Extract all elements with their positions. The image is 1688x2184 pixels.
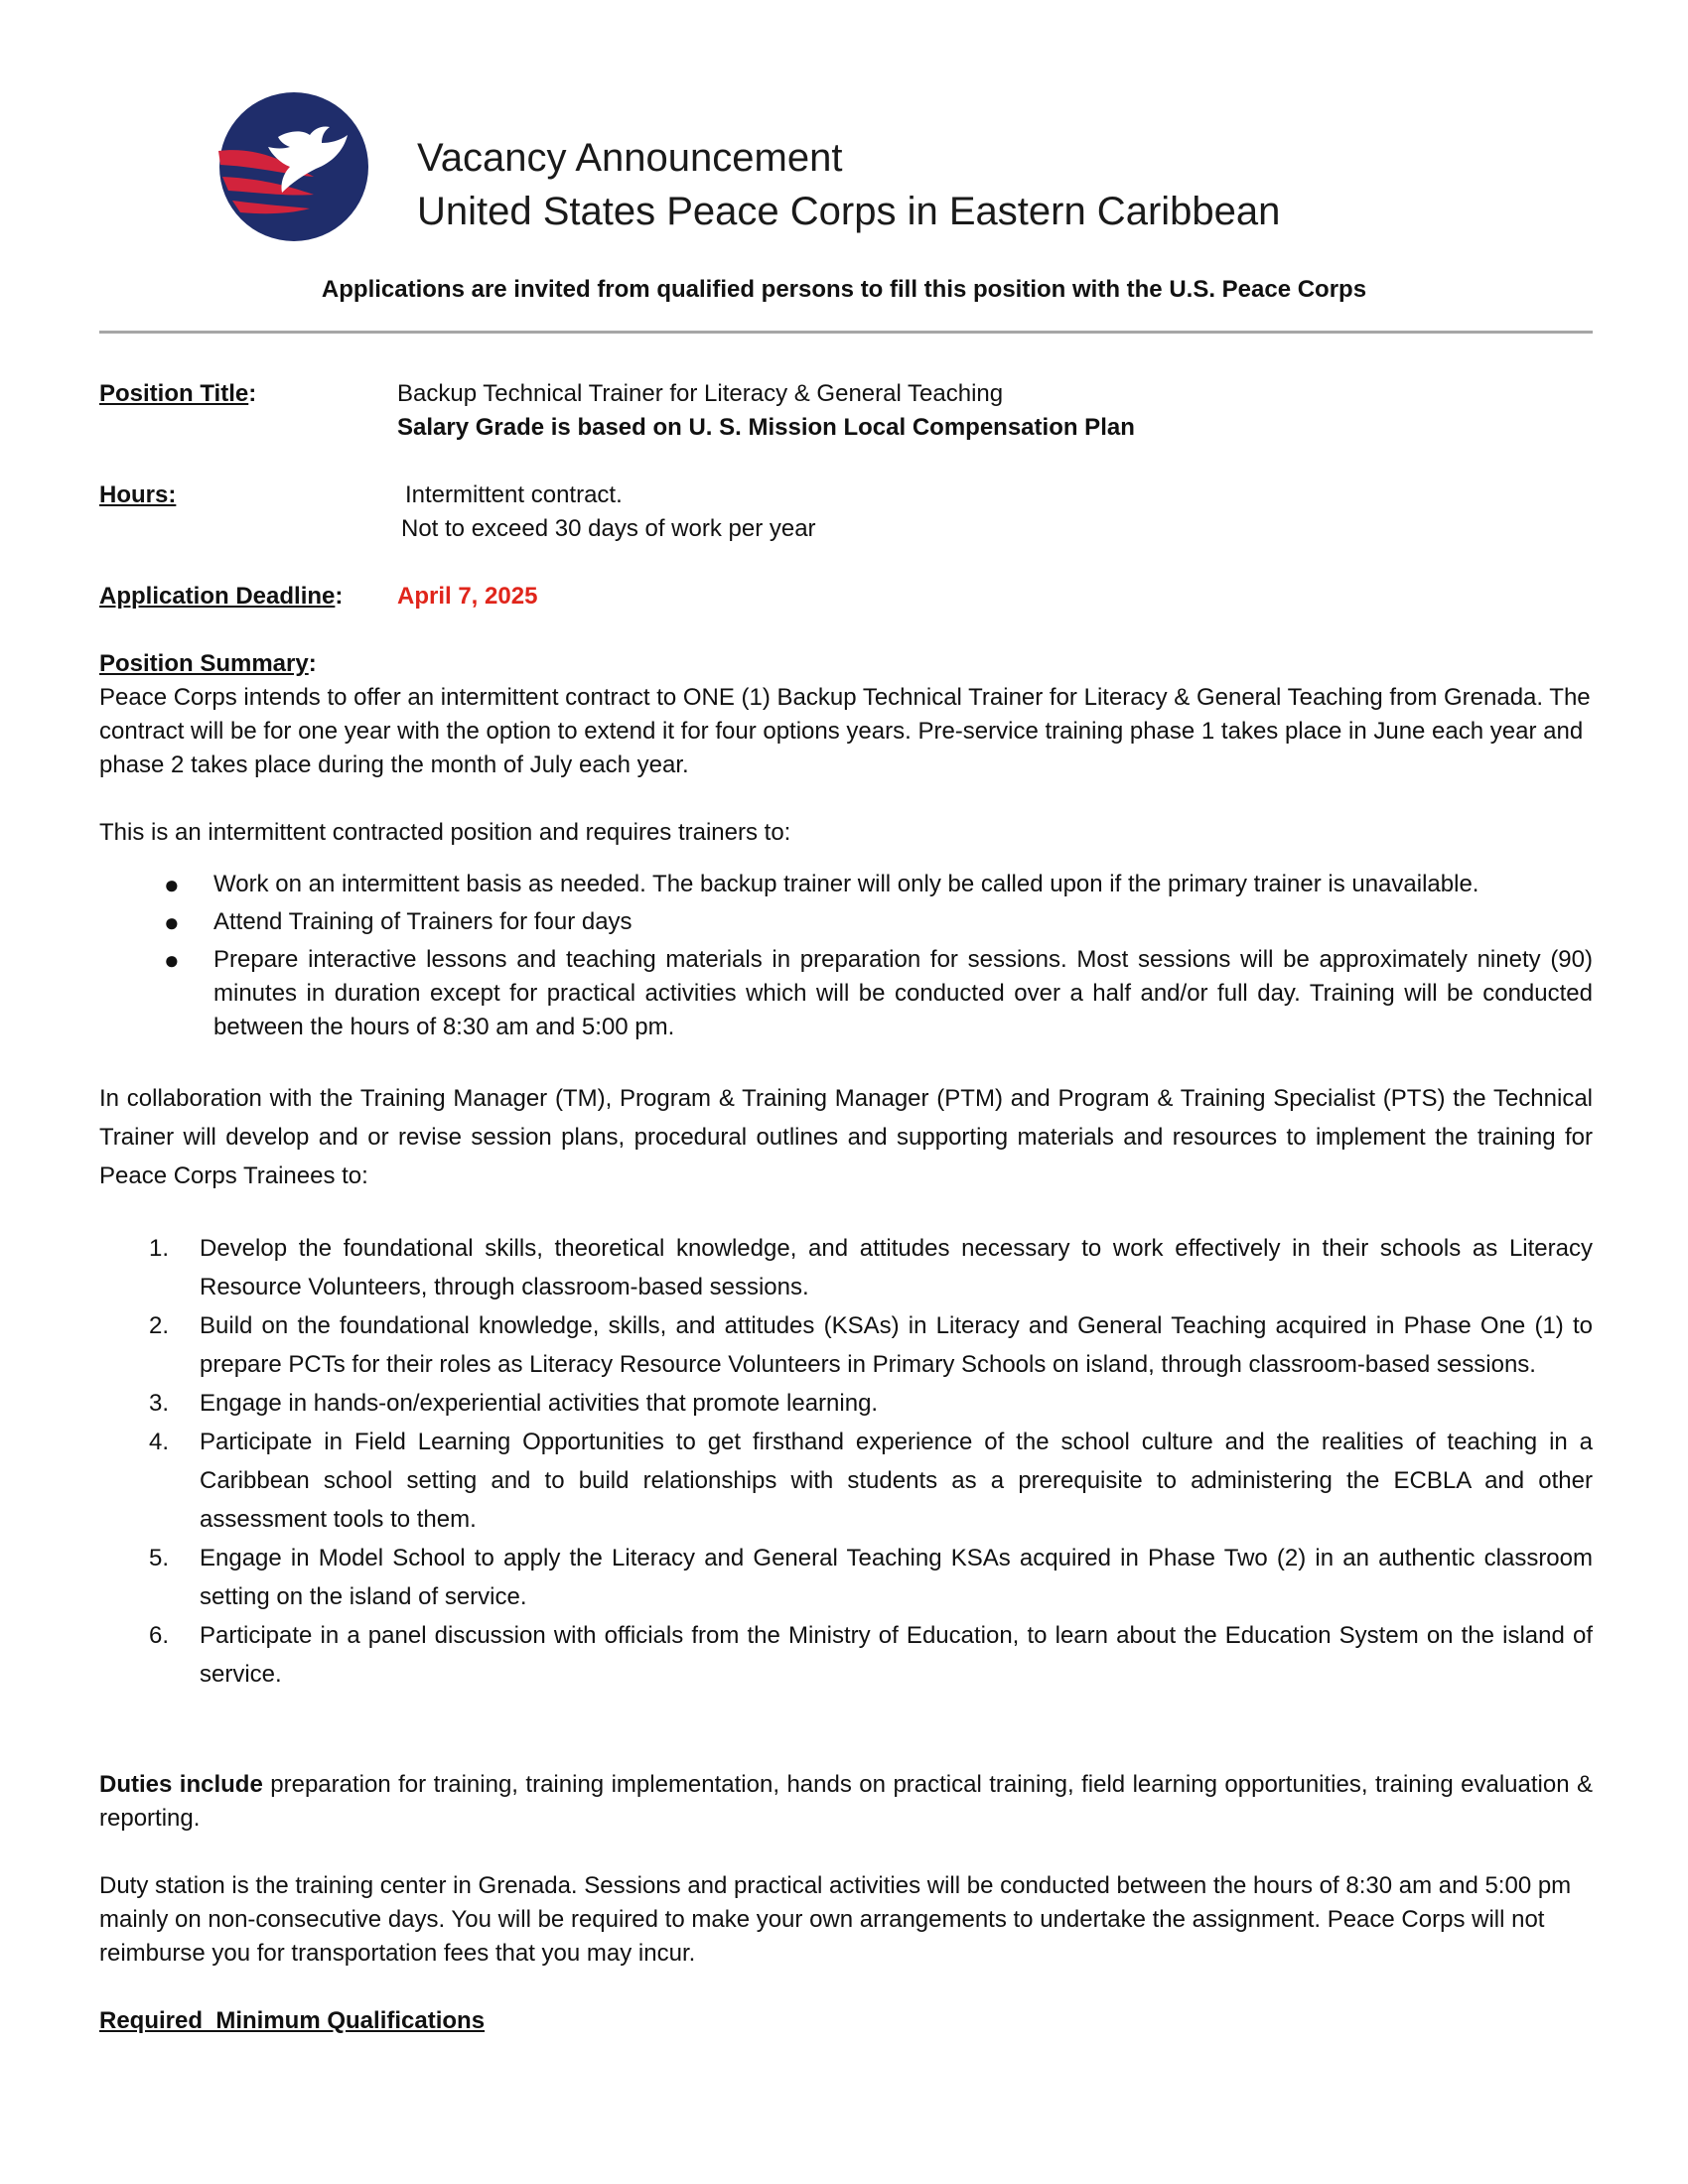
item-number: 5.: [149, 1545, 170, 1571]
item-number: 6.: [149, 1622, 170, 1649]
deadline-label: Application Deadline: [99, 583, 336, 610]
header-titles: [417, 131, 1280, 238]
bullet-icon: ●: [164, 907, 180, 937]
item-number: 2.: [149, 1312, 170, 1339]
invitation-line: Applications are invited from qualified persons to fill this position with the U.S. Peace Corps: [321, 276, 1367, 303]
salary-note: Salary Grade is based on U. S. Mission Local Compensation Plan: [397, 414, 1135, 441]
item-number: 4.: [149, 1429, 170, 1455]
list-item: [99, 1384, 1593, 1423]
duties-paragraph: [99, 1768, 1593, 1836]
item-text: Participate in Field Learning Opportunities to get firsthand experience of the school culture and the realities of teaching in a Caribbean school setting and to build relationships with students as a prerequisite to administering the ECBLA and other assessment tools to them.: [200, 1429, 1593, 1533]
requirements-intro: This is an intermittent contracted position and requires trainers to:: [99, 819, 791, 846]
position-title-label: Position Title: [99, 380, 249, 407]
list-item: [99, 1229, 1593, 1306]
deadline-value: April 7, 2025: [397, 583, 538, 610]
list-item: [99, 1616, 1593, 1694]
summary-heading-row: [99, 647, 317, 681]
hours-line-2: Not to exceed 30 days of work per year: [401, 515, 816, 542]
hours-label: Hours:: [99, 481, 177, 508]
item-number: 1.: [149, 1235, 170, 1262]
item-text: Engage in hands-on/experiential activities that promote learning.: [200, 1390, 879, 1417]
page-title: Vacancy Announcement: [417, 136, 843, 180]
bullet-icon: ●: [164, 945, 180, 975]
list-item: [99, 905, 1593, 939]
qualifications-heading: Required Minimum Qualifications: [99, 2007, 486, 2034]
item-number: 3.: [149, 1390, 170, 1417]
list-item: [99, 1539, 1593, 1616]
position-title-value: Backup Technical Trainer for Literacy & General Teaching: [397, 380, 1004, 407]
bullet-text: Attend Training of Trainers for four days: [213, 908, 633, 935]
list-item: [99, 1306, 1593, 1384]
colon: :: [335, 583, 344, 610]
item-text: Develop the foundational skills, theoretical knowledge, and attitudes necessary to work effectively in their schools as Literacy Resource Volunteers, through classroom-based sessions.: [200, 1235, 1593, 1300]
position-title-label-row: [99, 377, 256, 411]
colon: :: [248, 380, 257, 407]
hours-line-1: Intermittent contract.: [405, 481, 623, 508]
page-subtitle: United States Peace Corps in Eastern Caribbean: [417, 190, 1281, 233]
training-objectives-list: [99, 1229, 1593, 1694]
item-text: Engage in Model School to apply the Literacy and General Teaching KSAs acquired in Phase Two (2) in an authentic classroom setting on the island of service.: [200, 1545, 1593, 1610]
summary-heading: Position Summary: [99, 650, 309, 677]
bullet-text: Work on an intermittent basis as needed. The backup trainer will only be called upon if the primary trainer is unavailable.: [213, 871, 1479, 897]
duty-station-paragraph: Duty station is the training center in Grenada. Sessions and practical activities will be conducted between the hours of 8:30 am and 5:00 pm mainly on non-consecutive days. You will be required to make your own arrangements to undertake the assignment. Peace Corps will not reimburse you for transportation fees that you may incur.: [99, 1872, 1572, 1967]
summary-text: Peace Corps intends to offer an intermittent contract to ONE (1) Backup Technical Trainer for Literacy & General Teaching from Grenada. The contract will be for one year with the option to extend it for four options years. Pre-service training phase 1 takes place in June each year and phase 2 takes place during the month of July each year.: [99, 684, 1591, 778]
bullet-text: Prepare interactive lessons and teaching materials in preparation for sessions. Most sessions will be approximately ninety (90) minutes in duration except for practical activities which will be conducted over a half and/or full day. Training will be conducted between the hours of 8:30 am and 5:00 pm.: [213, 946, 1593, 1040]
bullet-icon: ●: [164, 870, 180, 899]
header-divider: [99, 331, 1593, 334]
list-item: [99, 868, 1593, 901]
duties-text: preparation for training, training implementation, hands on practical training, field learning opportunities, training evaluation & reporting.: [99, 1771, 1593, 1832]
colon: :: [308, 650, 317, 677]
item-text: Participate in a panel discussion with officials from the Ministry of Education, to learn about the Education System on the island of service.: [200, 1622, 1593, 1688]
collaboration-paragraph: In collaboration with the Training Manager (TM), Program & Training Manager (PTM) and Program & Training Specialist (PTS) the Technical Trainer will develop and or revise session plans, procedural outlines and supporting materials and resources to implement the training for Peace Corps Trainees to:: [99, 1085, 1593, 1189]
requirements-bullet-list: [99, 868, 1593, 1048]
list-item: [99, 943, 1593, 1044]
peace-corps-logo-icon: [218, 91, 369, 242]
duties-lead: Duties include: [99, 1771, 263, 1798]
deadline-label-row: [99, 580, 343, 614]
list-item: [99, 1423, 1593, 1539]
item-text: Build on the foundational knowledge, skills, and attitudes (KSAs) in Literacy and General Teaching acquired in Phase One (1) to prepare PCTs for their roles as Literacy Resource Volunteers in Primary Schools on island, through classroom-based sessions.: [200, 1312, 1593, 1378]
